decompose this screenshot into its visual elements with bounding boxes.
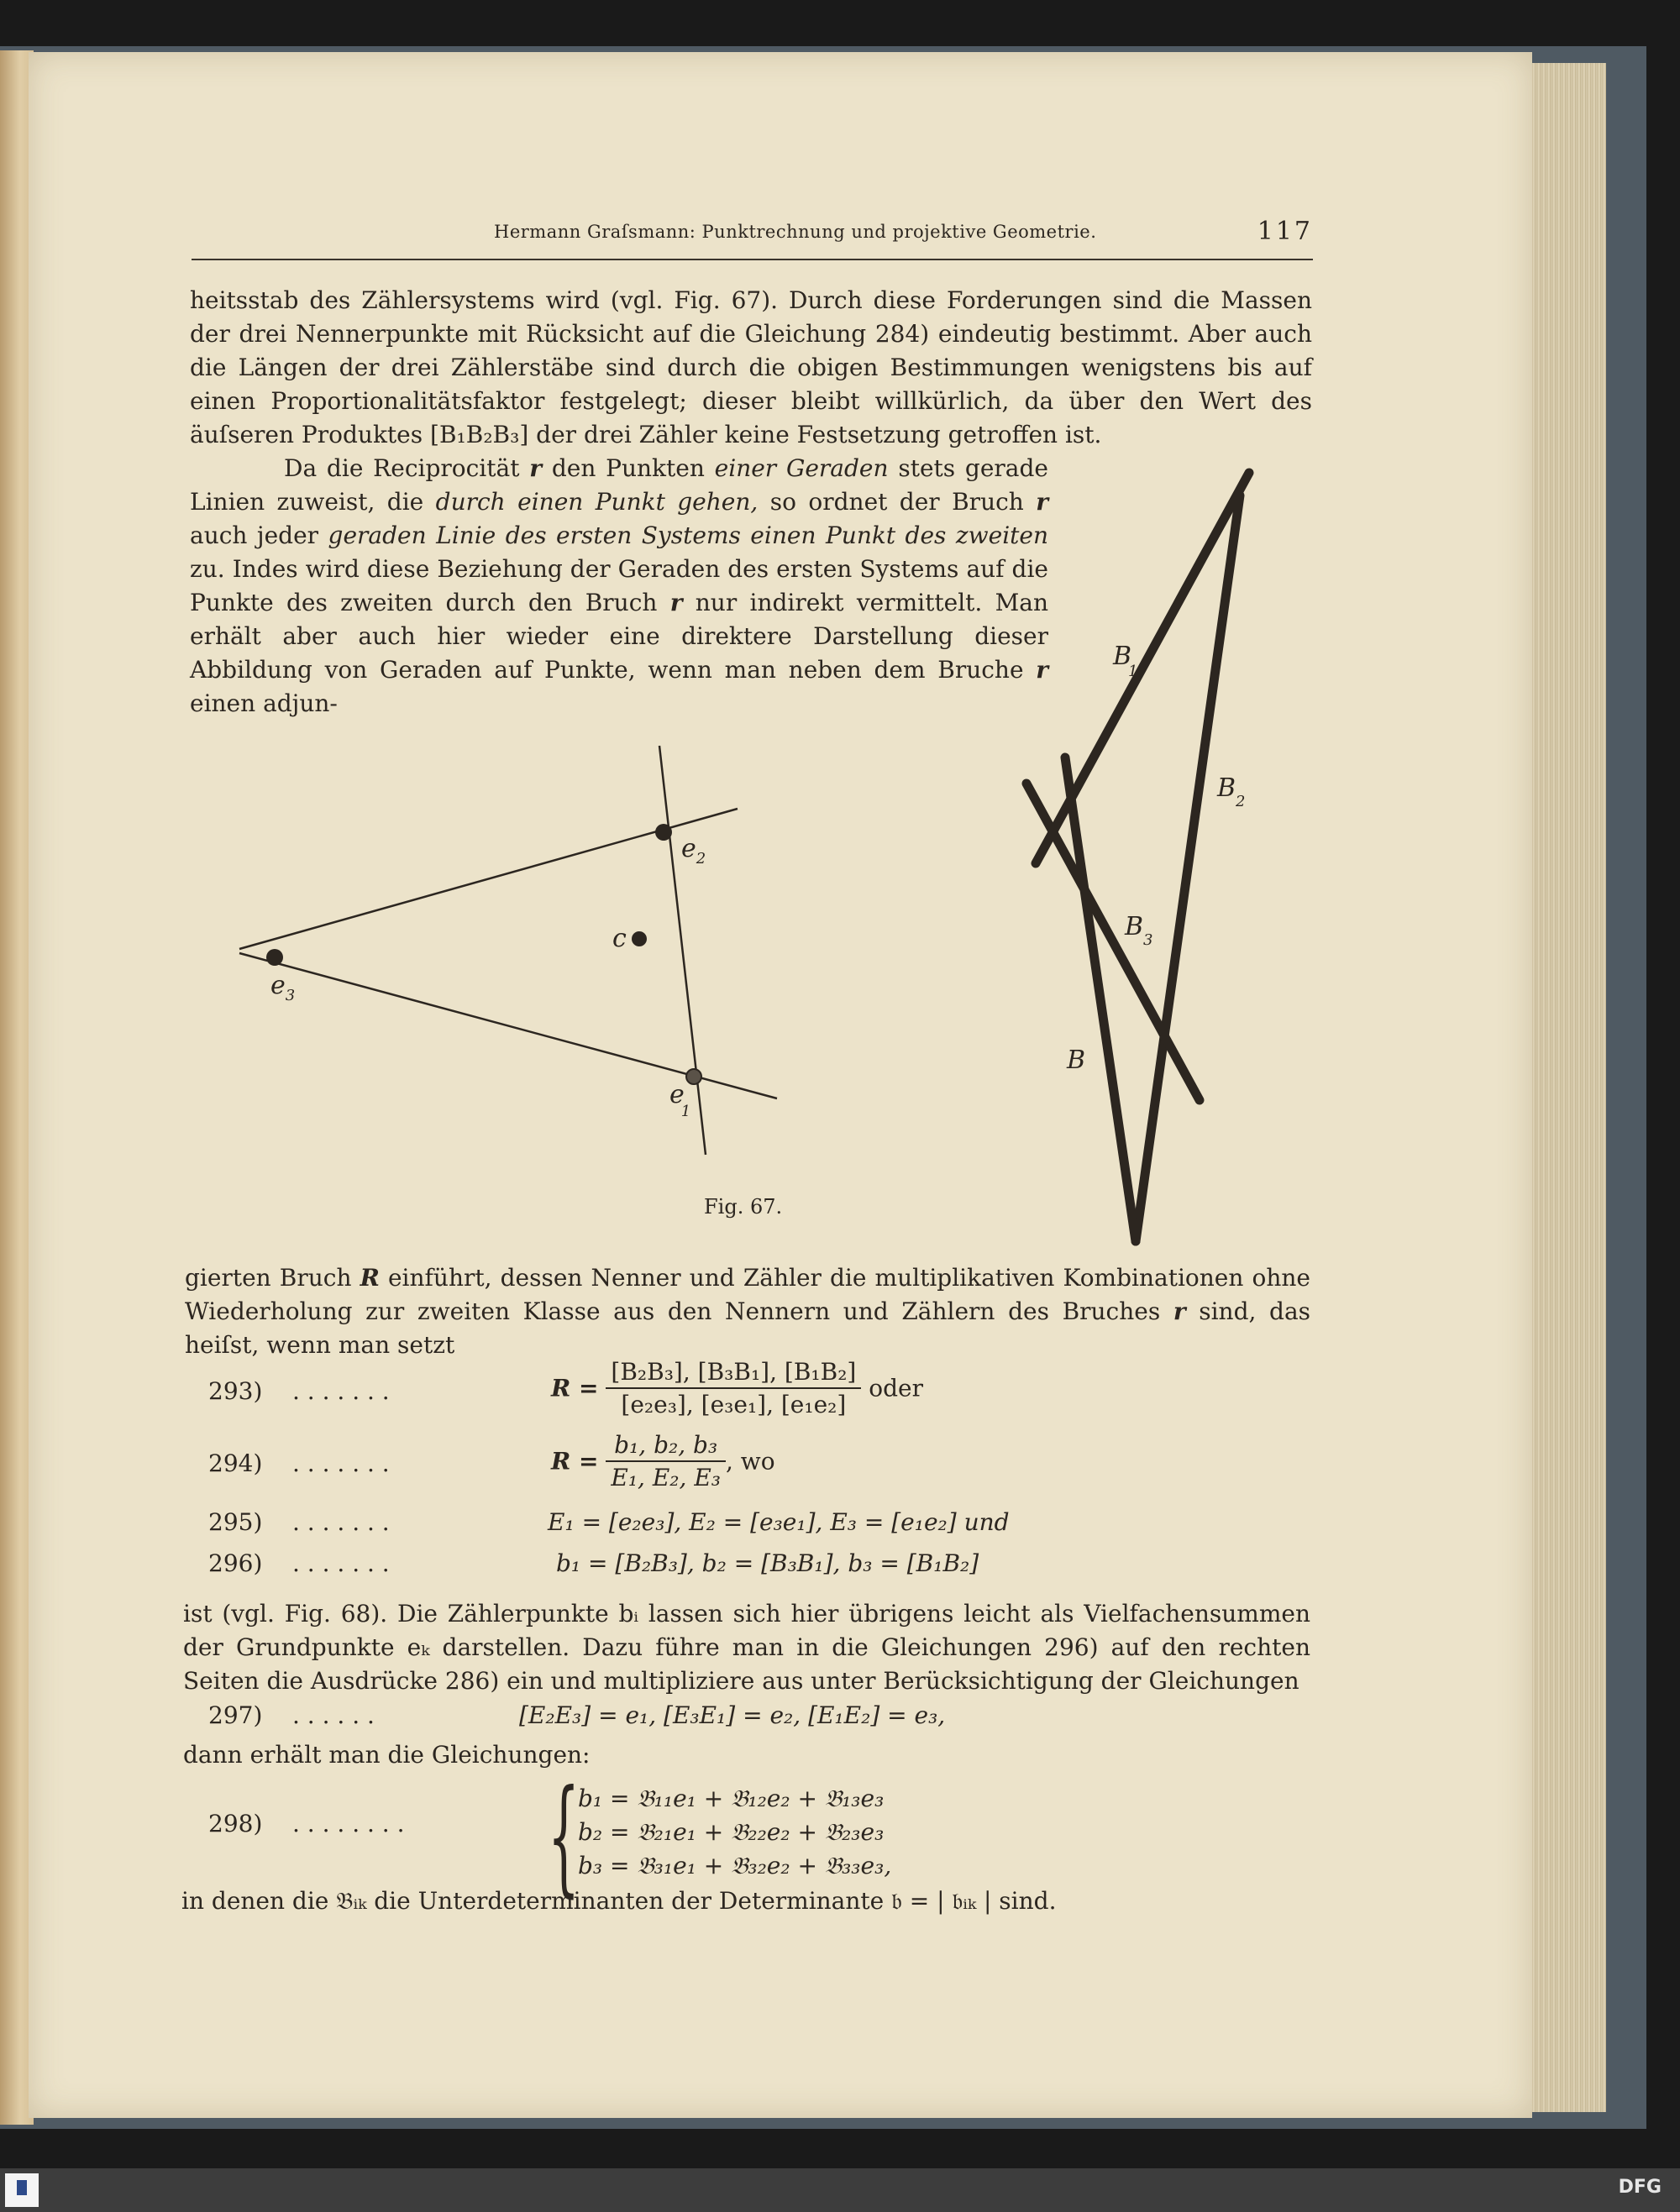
viewer-footer — [0, 2168, 1680, 2212]
eq297-label: 297) . . . . . . — [208, 1701, 375, 1729]
line-dann: dann erhält man die Gleichungen: — [183, 1741, 591, 1769]
point-e1 — [686, 1069, 701, 1084]
eq294-label: 294) . . . . . . . — [208, 1449, 390, 1477]
paragraph-1-text: heitsstab des Zählersystems wird (vgl. Fig. 67). Durch diese Forderungen sind die Massen der drei Nennerpunkte mit Rücksicht auf die Gleichung 284) eindeutig bestimmt. Aber auch die Längen der drei Zählerstäbe sind durch die obigen Bestimmungen wenigstens bis auf einen Proportionalitätsfaktor festgelegt; dieser bleibt willkürlich, da über den Wert des äuſseren Produktes [B₁B₂B₃] der drei Zähler keine Festsetzung getroffen ist. — [190, 286, 1312, 448]
eq298-line2: b₂ = 𝔅₂₁e₁ + 𝔅₂₂e₂ + 𝔅₂₃e₃ — [578, 1818, 885, 1846]
paragraph-4-text: ist (vgl. Fig. 68). Die Zählerpunkte bᵢ lassen sich hier übrigens leicht als Vielfachensummen der Grundpunkte eₖ darstellen. Dazu führe man in die Gleichungen 296) auf den rechten Seiten die Ausdrücke 286) ein und multipliziere aus unter Berücksichtigung der Gleichungen — [183, 1600, 1310, 1695]
page-number: 117 — [1257, 217, 1313, 246]
paragraph-2-text: Da die Reciprocität r den Punkten einer Geraden stets gerade Linien zuweist, die durch einen Punkt gehen, so ordnet der Bruch r auch jeder geraden Linie des ersten Systems einen Punkt des zweiten zu. Indes wird diese Beziehung der Geraden des ersten Systems auf die Punkte des zweiten durch den Bruch r nur indirekt vermittelt. Man erhält aber auch hier wieder eine direktere Darstellung dieser Abbildung von Geraden auf Punkte, wenn man neben dem Bruche r einen adjun- — [190, 454, 1049, 717]
eq297: [E₂E₃] = e₁, [E₃E₁] = e₂, [E₁E₂] = e₃, — [519, 1701, 946, 1729]
eq296-label: 296) . . . . . . . — [208, 1549, 390, 1577]
triangle-e — [239, 746, 777, 1155]
figure-caption: Fig. 67. — [704, 1195, 783, 1219]
dfg-logo: DFG — [1618, 2177, 1662, 2198]
paragraph-4 — [183, 1597, 1310, 1698]
point-e2 — [655, 824, 672, 841]
label-B1: B 1 — [1113, 642, 1138, 680]
label-c: c — [612, 924, 627, 953]
label-e1: e 1 — [669, 1080, 691, 1120]
header-title: Hermann Graſsmann: Punktrechnung und projektive Geometrie. — [494, 222, 1097, 242]
eq293-label: 293) . . . . . . . — [208, 1377, 390, 1405]
library-logo-icon — [5, 2173, 39, 2207]
point-c — [632, 931, 647, 946]
eq298 — [578, 1782, 891, 1883]
eq294: R = $\frac{\text{b₁, b₂, b₃}}{\text{E₁, E₂, E₃}}$ , wo — [551, 1431, 775, 1491]
label-e2: $e_2$ — [681, 834, 706, 868]
eq295: E₁ = [e₂e₃], E₂ = [e₃e₁], E₃ = [e₁e₂] und — [548, 1508, 1010, 1536]
eq293: R = $\frac{\text{[B₂B₃], [B₃B₁], [B₁B₂]}}{\text{[e₂e₃], [e₃e₁], [e₁e₂]}}$ oder — [551, 1358, 923, 1418]
triangle-B — [1026, 473, 1249, 1241]
eq295-label: 295) . . . . . . . — [208, 1508, 390, 1536]
eq298-line1: b₁ = 𝔅₁₁e₁ + 𝔅₁₂e₂ + 𝔅₁₃e₃ — [578, 1785, 885, 1812]
point-e3 — [266, 949, 283, 966]
label-e3: $e_3$ — [270, 971, 296, 1004]
label-B3: $B_3$ — [1125, 912, 1153, 949]
paragraph-3 — [185, 1261, 1310, 1362]
line-B — [1065, 757, 1136, 1241]
paragraph-3-text: gierten Bruch R einführt, dessen Nenner und Zähler die multiplikativen Kombinationen ohne Wiederholung zur zweiten Klasse aus den Nennern und Zählern des Bruches r sind, das heiſst, wenn man setzt — [185, 1264, 1311, 1359]
last-line: in denen die 𝔅ᵢₖ die Unterdeterminanten der Determinante 𝔟 = | 𝔟ᵢₖ | sind. — [181, 1887, 1057, 1915]
eq296: b₁ = [B₂B₃], b₂ = [B₃B₁], b₃ = [B₁B₂] — [556, 1549, 979, 1577]
eq298-line3: b₃ = 𝔅₃₁e₁ + 𝔅₃₂e₂ + 𝔅₃₃e₃, — [578, 1852, 892, 1879]
label-B2: $B_2$ — [1217, 773, 1246, 810]
eq298-brace: { — [548, 1764, 580, 1910]
label-B: B — [1067, 1046, 1086, 1075]
eq298-label: 298) . . . . . . . . — [208, 1810, 405, 1837]
line-B2 — [1136, 495, 1240, 1241]
